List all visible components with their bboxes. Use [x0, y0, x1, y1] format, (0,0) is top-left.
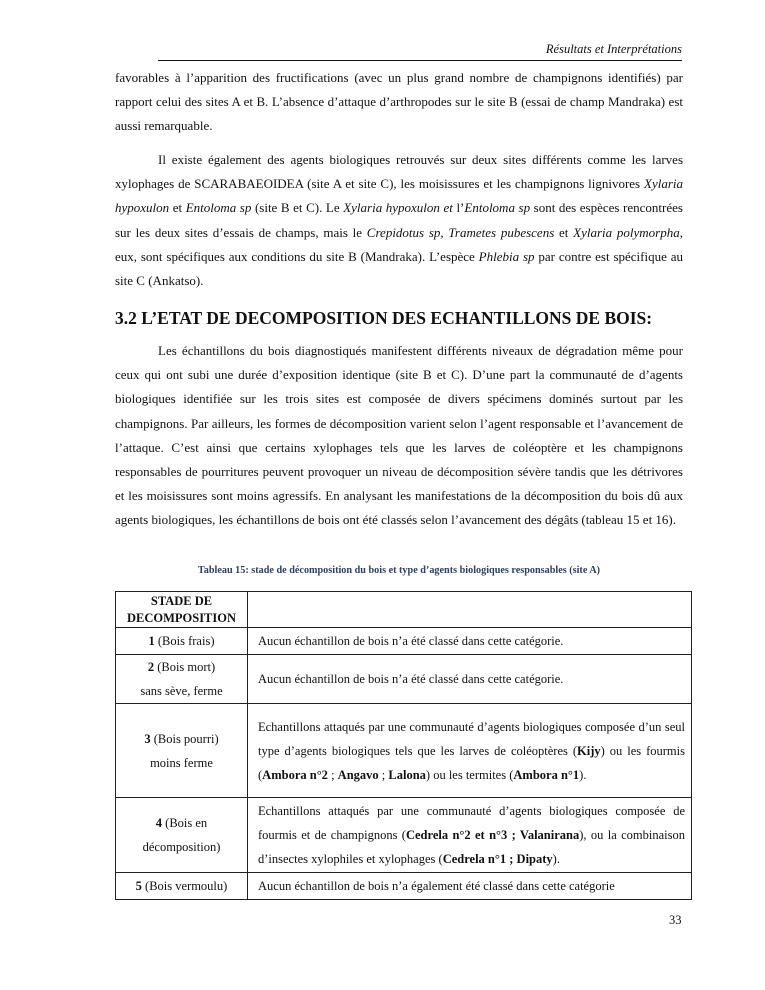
- species-name: Crepidotus sp, Trametes pubescens: [366, 224, 555, 240]
- table-row: [116, 628, 692, 655]
- paragraph-2: Il existe également des agents biologiques retrouvés sur deux sites différents comme les larves xylophages de SCARABAEOIDEA (site A et site C), les moisissures et les champignons lignivores Xylaria hypoxulon et Entoloma sp (site B et C). Le Xylaria hypoxulon et l’Entoloma sp sont des espèces rencontrées sur les deux sites d’essais de champs, mais le Crepidotus sp, Trametes pubescens et Xylaria polymorpha, eux, sont spécifiques aux conditions du site B (Mandraka). L’espèce Phlebia sp par contre est spécifique au site C (Ankatso).: [115, 152, 684, 289]
- table-row: [116, 655, 692, 704]
- description-cell: Echantillons attaqués par une communauté d’agents biologiques composée d’un seul type d’agents biologiques tels que les larves de coléoptères (Kijy) ou les fourmis (Ambora n°2 ; Angavo ; Lalona) ou les termites (Ambora n°1).: [248, 704, 692, 798]
- decomposition-table: [115, 591, 692, 900]
- species-name: Entoloma sp: [464, 200, 531, 216]
- table-row: [116, 873, 692, 900]
- species-name: Xylaria hypoxulon: [115, 176, 683, 216]
- table-row: [116, 798, 692, 873]
- description-cell: Aucun échantillon de bois n’a été classé dans cette catégorie.: [248, 655, 692, 704]
- species-name: Phlebia sp: [478, 248, 535, 264]
- description-cell: Aucun échantillon de bois n’a également été classé dans cette catégorie: [248, 873, 692, 900]
- species-name: Entoloma sp: [185, 200, 252, 216]
- stage-cell: 4 (Bois en décomposition): [116, 798, 248, 873]
- table-caption: Tableau 15: stade de décomposition du bois et type d’agents biologiques responsables (site A): [197, 565, 601, 576]
- stage-cell: 3 (Bois pourri) moins ferme: [116, 704, 248, 798]
- paragraph-3: Les échantillons du bois diagnostiqués manifestent différents niveaux de dégradation même pour ceux qui ont subi une durée d’exposition identique (site B et C). D’une part la communauté de d’agents biologiques identifiée sur les trois sites est composée de divers spécimens dominés surtout par les champignons. Par ailleurs, les formes de décomposition varient selon l’agent responsable et l’avancement de l’attaque. C’est ainsi que certains xylophages tels que les larves de coléoptère et les champignons responsables de pourritures peuvent provoquer un niveau de décomposition sévère tandis que les détrivores et les moisissures sont moins agressifs. En analysant les manifestations de la décomposition du bois dû aux agents biologiques, les échantillons de bois ont été classés selon l’avancement des dégâts (tableau 15 et 16).: [115, 343, 683, 528]
- section-heading: 3.2 L’ETAT DE DECOMPOSITION DES ECHANTILLONS DE BOIS:: [115, 308, 653, 328]
- page-number: 33: [669, 913, 682, 927]
- description-column-header: [248, 592, 692, 628]
- stage-column-header: STADE DE DECOMPOSITION: [116, 592, 248, 628]
- stage-cell: 1 (Bois frais): [116, 628, 248, 655]
- stage-cell: 2 (Bois mort) sans sève, ferme: [116, 655, 248, 704]
- table-header-row: [116, 592, 692, 628]
- description-cell: Aucun échantillon de bois n’a été classé dans cette catégorie.: [248, 628, 692, 655]
- stage-cell: 5 (Bois vermoulu): [116, 873, 248, 900]
- running-header: Résultats et Interprétations: [158, 42, 682, 61]
- species-name: Xylaria hypoxulon et: [343, 200, 453, 216]
- table-row: [116, 704, 692, 798]
- description-cell: Echantillons attaqués par une communauté d’agents biologiques composée de fourmis et de champignons (Cedrela n°2 et n°3 ; Valanirana), ou la combinaison d’insectes xylophiles et xylophages (Cedrela n°1 ; Dipaty).: [248, 798, 692, 873]
- paragraph-1: favorables à l’apparition des fructifications (avec un plus grand nombre de champignons identifiés) par rapport celui des sites A et B. L’absence d’attaque d’arthropodes sur le site B (essai de champ Mandraka) est aussi remarquable.: [115, 70, 683, 134]
- species-name: Xylaria polymorpha,: [573, 224, 683, 240]
